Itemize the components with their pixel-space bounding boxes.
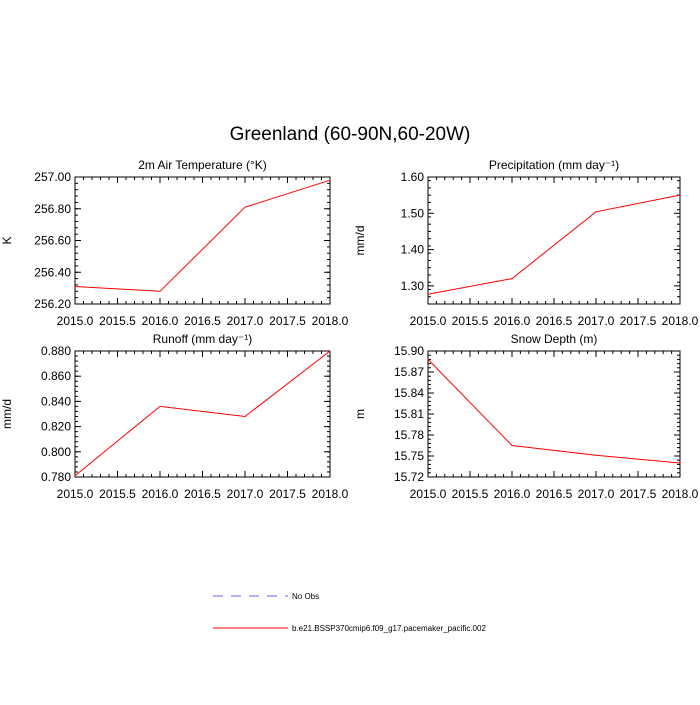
data-point (329, 350, 330, 351)
y-tick-label: 256.20 (34, 297, 71, 311)
x-tick-label: 2015.0 (409, 487, 447, 501)
y-tick-label: 256.40 (34, 265, 71, 280)
x-tick-label: 2016.0 (493, 487, 531, 501)
x-tick-label: 2017.5 (619, 487, 657, 501)
x-tick-label: 2015.5 (99, 487, 136, 501)
x-tick-label: 2017.0 (226, 487, 264, 501)
data-point (511, 445, 512, 446)
series-line (75, 180, 330, 291)
data-point (329, 180, 330, 181)
chart-panel-3 (0, 332, 349, 501)
legend-no-obs-label: No Obs (292, 592, 320, 601)
x-tick-label: 2017.0 (577, 314, 615, 328)
x-tick-label: 2015.5 (451, 314, 489, 328)
y-tick-label: 15.72 (393, 470, 424, 484)
y-axis-label: K (0, 236, 14, 245)
legend (213, 592, 486, 633)
plot-frame (428, 177, 680, 304)
y-tick-label: 0.880 (40, 344, 71, 358)
chart-title: Precipitation (mm day⁻¹) (488, 158, 620, 172)
y-tick-label: 257.00 (34, 170, 71, 184)
y-tick-label: 0.800 (40, 444, 71, 459)
y-tick-label: 15.87 (393, 365, 424, 379)
series-line (428, 359, 680, 463)
y-tick-label: 1.30 (400, 278, 424, 293)
y-tick-label: 1.40 (400, 242, 424, 257)
x-tick-label: 2015.5 (99, 314, 136, 328)
y-tick-label: 15.75 (393, 449, 424, 463)
x-tick-label: 2016.0 (141, 487, 179, 501)
y-tick-label: 15.90 (393, 344, 424, 358)
plot-frame (75, 177, 330, 304)
x-tick-label: 2017.0 (577, 487, 615, 501)
series-line (428, 195, 680, 294)
data-point (679, 195, 680, 196)
x-tick-label: 2018.0 (311, 487, 349, 501)
y-tick-label: 15.84 (393, 386, 424, 400)
y-tick-label: 256.60 (34, 233, 71, 248)
x-tick-label: 2016.5 (535, 487, 573, 501)
data-point (244, 416, 245, 417)
y-tick-label: 256.80 (34, 201, 71, 216)
data-point (511, 278, 512, 279)
y-tick-label: 0.820 (40, 419, 71, 434)
plot-frame (428, 351, 680, 477)
x-tick-label: 2016.5 (535, 314, 573, 328)
data-point (679, 462, 680, 463)
plot-frame (75, 351, 330, 477)
y-tick-label: 15.81 (393, 407, 424, 421)
x-tick-label: 2018.0 (661, 314, 699, 328)
x-tick-label: 2018.0 (661, 487, 699, 501)
y-tick-label: 0.840 (40, 394, 71, 409)
data-point (74, 475, 75, 476)
series-line (75, 351, 330, 476)
chart-title: 2m Air Temperature (°K) (138, 158, 267, 172)
chart-panel-4 (353, 332, 699, 501)
y-tick-label: 15.78 (393, 428, 424, 442)
x-tick-label: 2016.5 (184, 314, 221, 328)
chart-panel-1 (0, 158, 349, 328)
y-axis-label: mm/d (353, 225, 367, 256)
data-point (427, 294, 428, 295)
x-tick-label: 2015.0 (409, 314, 447, 328)
y-axis-label: mm/d (0, 399, 14, 429)
y-tick-label: 0.780 (40, 470, 71, 484)
chart-panel-2 (353, 158, 699, 328)
data-point (74, 286, 75, 287)
x-tick-label: 2016.0 (493, 314, 531, 328)
x-tick-label: 2015.0 (56, 487, 94, 501)
x-tick-label: 2015.0 (56, 314, 94, 328)
y-tick-label: 1.60 (400, 170, 424, 184)
legend-model-label: b.e21.BSSP370cmip6.f09_g17.pacemaker_pacific.002 (292, 624, 486, 633)
data-point (427, 359, 428, 360)
data-point (159, 291, 160, 292)
x-tick-label: 2016.0 (141, 314, 179, 328)
x-tick-label: 2018.0 (311, 314, 349, 328)
data-point (595, 211, 596, 212)
x-tick-label: 2017.5 (269, 487, 306, 501)
figure-title: Greenland (60-90N,60-20W) (229, 124, 471, 145)
x-tick-label: 2017.5 (269, 314, 306, 328)
x-tick-label: 2017.5 (619, 314, 657, 328)
data-point (159, 406, 160, 407)
y-tick-label: 1.50 (400, 206, 424, 221)
x-tick-label: 2016.5 (184, 487, 221, 501)
x-tick-label: 2017.0 (226, 314, 264, 328)
data-point (244, 207, 245, 208)
y-axis-label: m (353, 409, 367, 419)
chart-title: Snow Depth (m) (510, 332, 598, 346)
x-tick-label: 2015.5 (451, 487, 489, 501)
y-tick-label: 0.860 (40, 369, 71, 384)
chart-title: Runoff (mm day⁻¹) (152, 332, 253, 346)
data-point (595, 455, 596, 456)
